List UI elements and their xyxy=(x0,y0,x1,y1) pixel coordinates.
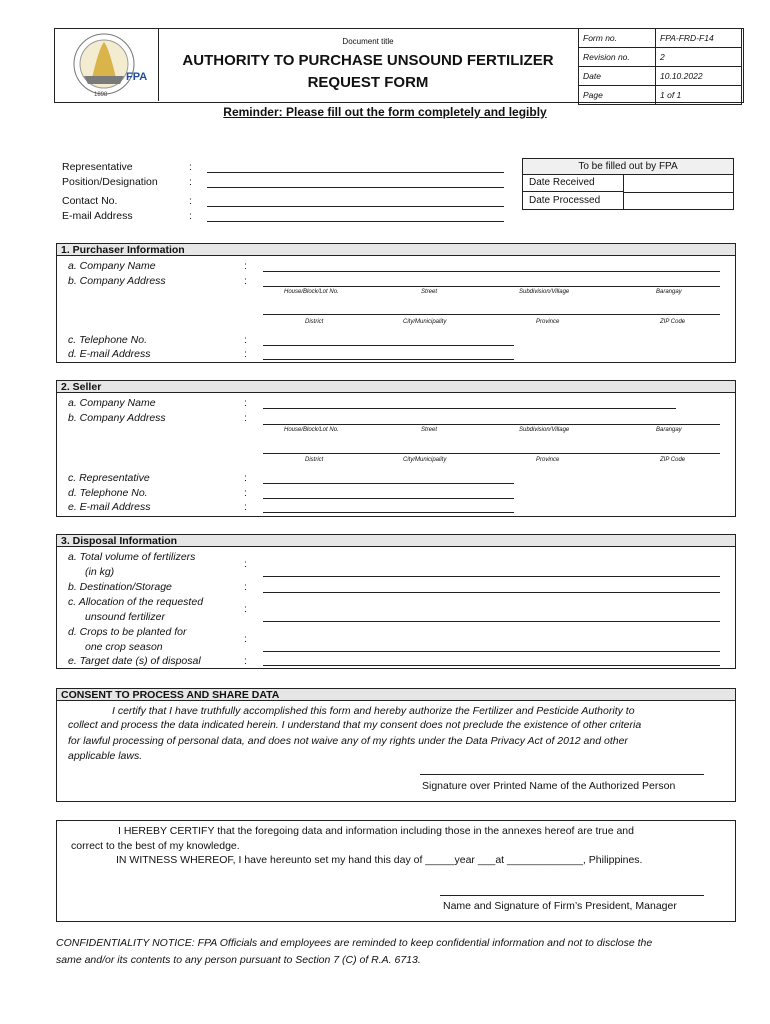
email-label: E-mail Address xyxy=(62,210,133,222)
address-sub-district: District xyxy=(305,319,324,325)
consent-title: CONSENT TO PROCESS AND SHARE DATA xyxy=(56,688,736,701)
address-sub-street: Street xyxy=(421,289,438,295)
logo-year-text: 1898 xyxy=(94,92,108,98)
target-date-label: e. Target date (s) of disposal xyxy=(68,655,201,667)
section2-title: 2. Seller xyxy=(56,380,736,393)
form-title-line2: REQUEST FORM xyxy=(307,74,429,91)
consent-signature-label: Signature over Printed Name of the Authorized Person xyxy=(422,780,676,792)
seller-email-field[interactable] xyxy=(263,512,514,513)
allocation-label: c. Allocation of the requested xyxy=(68,596,204,608)
seller-email-label: e. E-mail Address xyxy=(68,501,151,513)
meta-key: Form no. xyxy=(579,29,656,48)
allocation-field[interactable] xyxy=(263,621,720,622)
colon: : xyxy=(244,633,247,645)
form-title-line1: AUTHORITY TO PURCHASE UNSOUND FERTILIZER xyxy=(182,52,554,69)
date-received-label: Date Received xyxy=(523,174,624,192)
witness-text: IN WITNESS WHEREOF, I have hereunto set my hand this day of _____year ___at _____________, Philippines. xyxy=(116,854,643,866)
address-sub-city: City/Municipality xyxy=(403,319,447,325)
purchaser-email-label: d. E-mail Address xyxy=(68,348,151,360)
crops-field[interactable] xyxy=(263,651,720,652)
contact-label: Contact No. xyxy=(62,195,118,207)
meta-key: Date xyxy=(579,67,656,86)
purchaser-address-line2-field[interactable] xyxy=(263,314,720,315)
logo-fpa-text: FPA xyxy=(126,71,148,83)
address-sub-subdivision: Subdivision/Village xyxy=(519,289,570,295)
date-processed-field[interactable] xyxy=(624,192,733,209)
date-processed-label: Date Processed xyxy=(523,192,624,209)
position-label: Position/Designation xyxy=(62,176,158,188)
address-sub-city: City/Municipality xyxy=(403,457,447,463)
seller-address-line1-field[interactable] xyxy=(263,424,720,425)
purchaser-telephone-label: c. Telephone No. xyxy=(68,334,148,346)
section1-title: 1. Purchaser Information xyxy=(56,243,736,256)
seller-address-line2-field[interactable] xyxy=(263,453,720,454)
seller-company-address-label: b. Company Address xyxy=(68,412,166,424)
representative-label: Representative xyxy=(62,161,133,173)
total-volume-field[interactable] xyxy=(263,576,720,577)
president-signature-field[interactable] xyxy=(440,895,704,896)
contact-field[interactable] xyxy=(207,206,504,207)
total-volume-label-cont: (in kg) xyxy=(85,566,115,578)
colon: : xyxy=(244,334,247,346)
address-sub-house: House/Block/Lot No. xyxy=(284,289,339,295)
seller-telephone-field[interactable] xyxy=(263,498,514,499)
address-sub-barangay: Barangay xyxy=(656,289,682,295)
email-field[interactable] xyxy=(207,221,504,222)
colon: : xyxy=(189,161,192,173)
colon: : xyxy=(244,472,247,484)
colon: : xyxy=(244,581,247,593)
colon: : xyxy=(244,348,247,360)
purchaser-telephone-field[interactable] xyxy=(263,345,514,346)
fpa-box-title: To be filled out by FPA xyxy=(523,159,733,175)
colon: : xyxy=(189,195,192,207)
address-sub-barangay: Barangay xyxy=(656,427,682,433)
colon: : xyxy=(244,655,247,667)
title-cell xyxy=(158,28,579,101)
colon: : xyxy=(244,412,247,424)
colon: : xyxy=(189,210,192,222)
address-sub-subdivision: Subdivision/Village xyxy=(519,427,570,433)
meta-key: Revision no. xyxy=(579,48,656,67)
target-date-field[interactable] xyxy=(263,665,720,666)
department-of-agriculture-logo-icon xyxy=(54,28,158,101)
logo-cell xyxy=(54,28,159,101)
colon: : xyxy=(244,603,247,615)
meta-value: 2 xyxy=(656,48,742,67)
colon: : xyxy=(244,558,247,570)
purchaser-email-field[interactable] xyxy=(263,359,514,360)
seller-section xyxy=(56,380,736,517)
purchaser-company-name-label: a. Company Name xyxy=(68,260,156,272)
date-received-field[interactable] xyxy=(624,174,733,193)
meta-value: FPA-FRD-F14 xyxy=(656,29,742,48)
seller-representative-label: c. Representative xyxy=(68,472,150,484)
consent-signature-field[interactable] xyxy=(420,774,704,775)
total-volume-label: a. Total volume of fertilizers xyxy=(68,551,196,563)
purchaser-company-name-field[interactable] xyxy=(263,271,720,272)
destination-label: b. Destination/Storage xyxy=(68,581,172,593)
colon: : xyxy=(244,275,247,287)
address-sub-province: Province xyxy=(536,457,560,463)
address-sub-house: House/Block/Lot No. xyxy=(284,427,339,433)
representative-field[interactable] xyxy=(207,172,504,173)
colon: : xyxy=(189,176,192,188)
seller-company-name-field[interactable] xyxy=(263,408,676,409)
section3-title: 3. Disposal Information xyxy=(56,534,736,547)
confidentiality-notice-line1: CONFIDENTIALITY NOTICE: FPA Officials and employees are reminded to keep confidential information and not to disclose the xyxy=(56,937,653,949)
consent-text-line1: I certify that I have truthfully accomplished this form and hereby authorize the Fertilizer and Pesticide Authority to xyxy=(112,705,635,717)
colon: : xyxy=(244,397,247,409)
certify-text-line1: I HEREBY CERTIFY that the foregoing data and information including those in the annexes hereof are true and xyxy=(118,825,634,837)
consent-text-line4: applicable laws. xyxy=(68,750,143,762)
colon: : xyxy=(244,260,247,272)
reminder-text: Reminder: Please fill out the form completely and legibly xyxy=(223,105,547,119)
purchaser-address-line1-field[interactable] xyxy=(263,286,720,287)
crops-label-cont: one crop season xyxy=(85,641,163,653)
seller-telephone-label: d. Telephone No. xyxy=(68,487,148,499)
seller-company-name-label: a. Company Name xyxy=(68,397,156,409)
allocation-label-cont: unsound fertilizer xyxy=(85,611,165,623)
address-sub-street: Street xyxy=(421,427,438,433)
confidentiality-notice-line2: same and/or its contents to any person pursuant to Section 7 (C) of R.A. 6713. xyxy=(56,954,421,966)
president-signature-label: Name and Signature of Firm’s President, Manager xyxy=(443,900,677,912)
crops-label: d. Crops to be planted for xyxy=(68,626,187,638)
address-sub-province: Province xyxy=(536,319,560,325)
meta-value: 1 of 1 xyxy=(656,86,742,105)
certify-text-line2: correct to the best of my knowledge. xyxy=(71,840,240,852)
address-sub-zip: ZIP Code xyxy=(660,319,686,325)
position-field[interactable] xyxy=(207,187,504,188)
purchaser-company-address-label: b. Company Address xyxy=(68,275,166,287)
destination-field[interactable] xyxy=(263,592,720,593)
consent-text-line3: for lawful processing of personal data, and does not waive any of my rights under the Data Privacy Act of 2012 and other xyxy=(68,735,628,747)
form-meta-table xyxy=(578,28,742,101)
seller-representative-field[interactable] xyxy=(263,483,514,484)
meta-value: 10.10.2022 xyxy=(656,67,742,86)
consent-text-line2: collect and process the data indicated herein. I understand that my consent does not preclude the existence of other criteria xyxy=(68,719,642,731)
fpa-use-box xyxy=(522,158,734,210)
doc-title-label: Document title xyxy=(342,37,394,46)
address-sub-zip: ZIP Code xyxy=(660,457,686,463)
colon: : xyxy=(244,487,247,499)
meta-key: Page xyxy=(579,86,656,105)
address-sub-district: District xyxy=(305,457,324,463)
colon: : xyxy=(244,501,247,513)
